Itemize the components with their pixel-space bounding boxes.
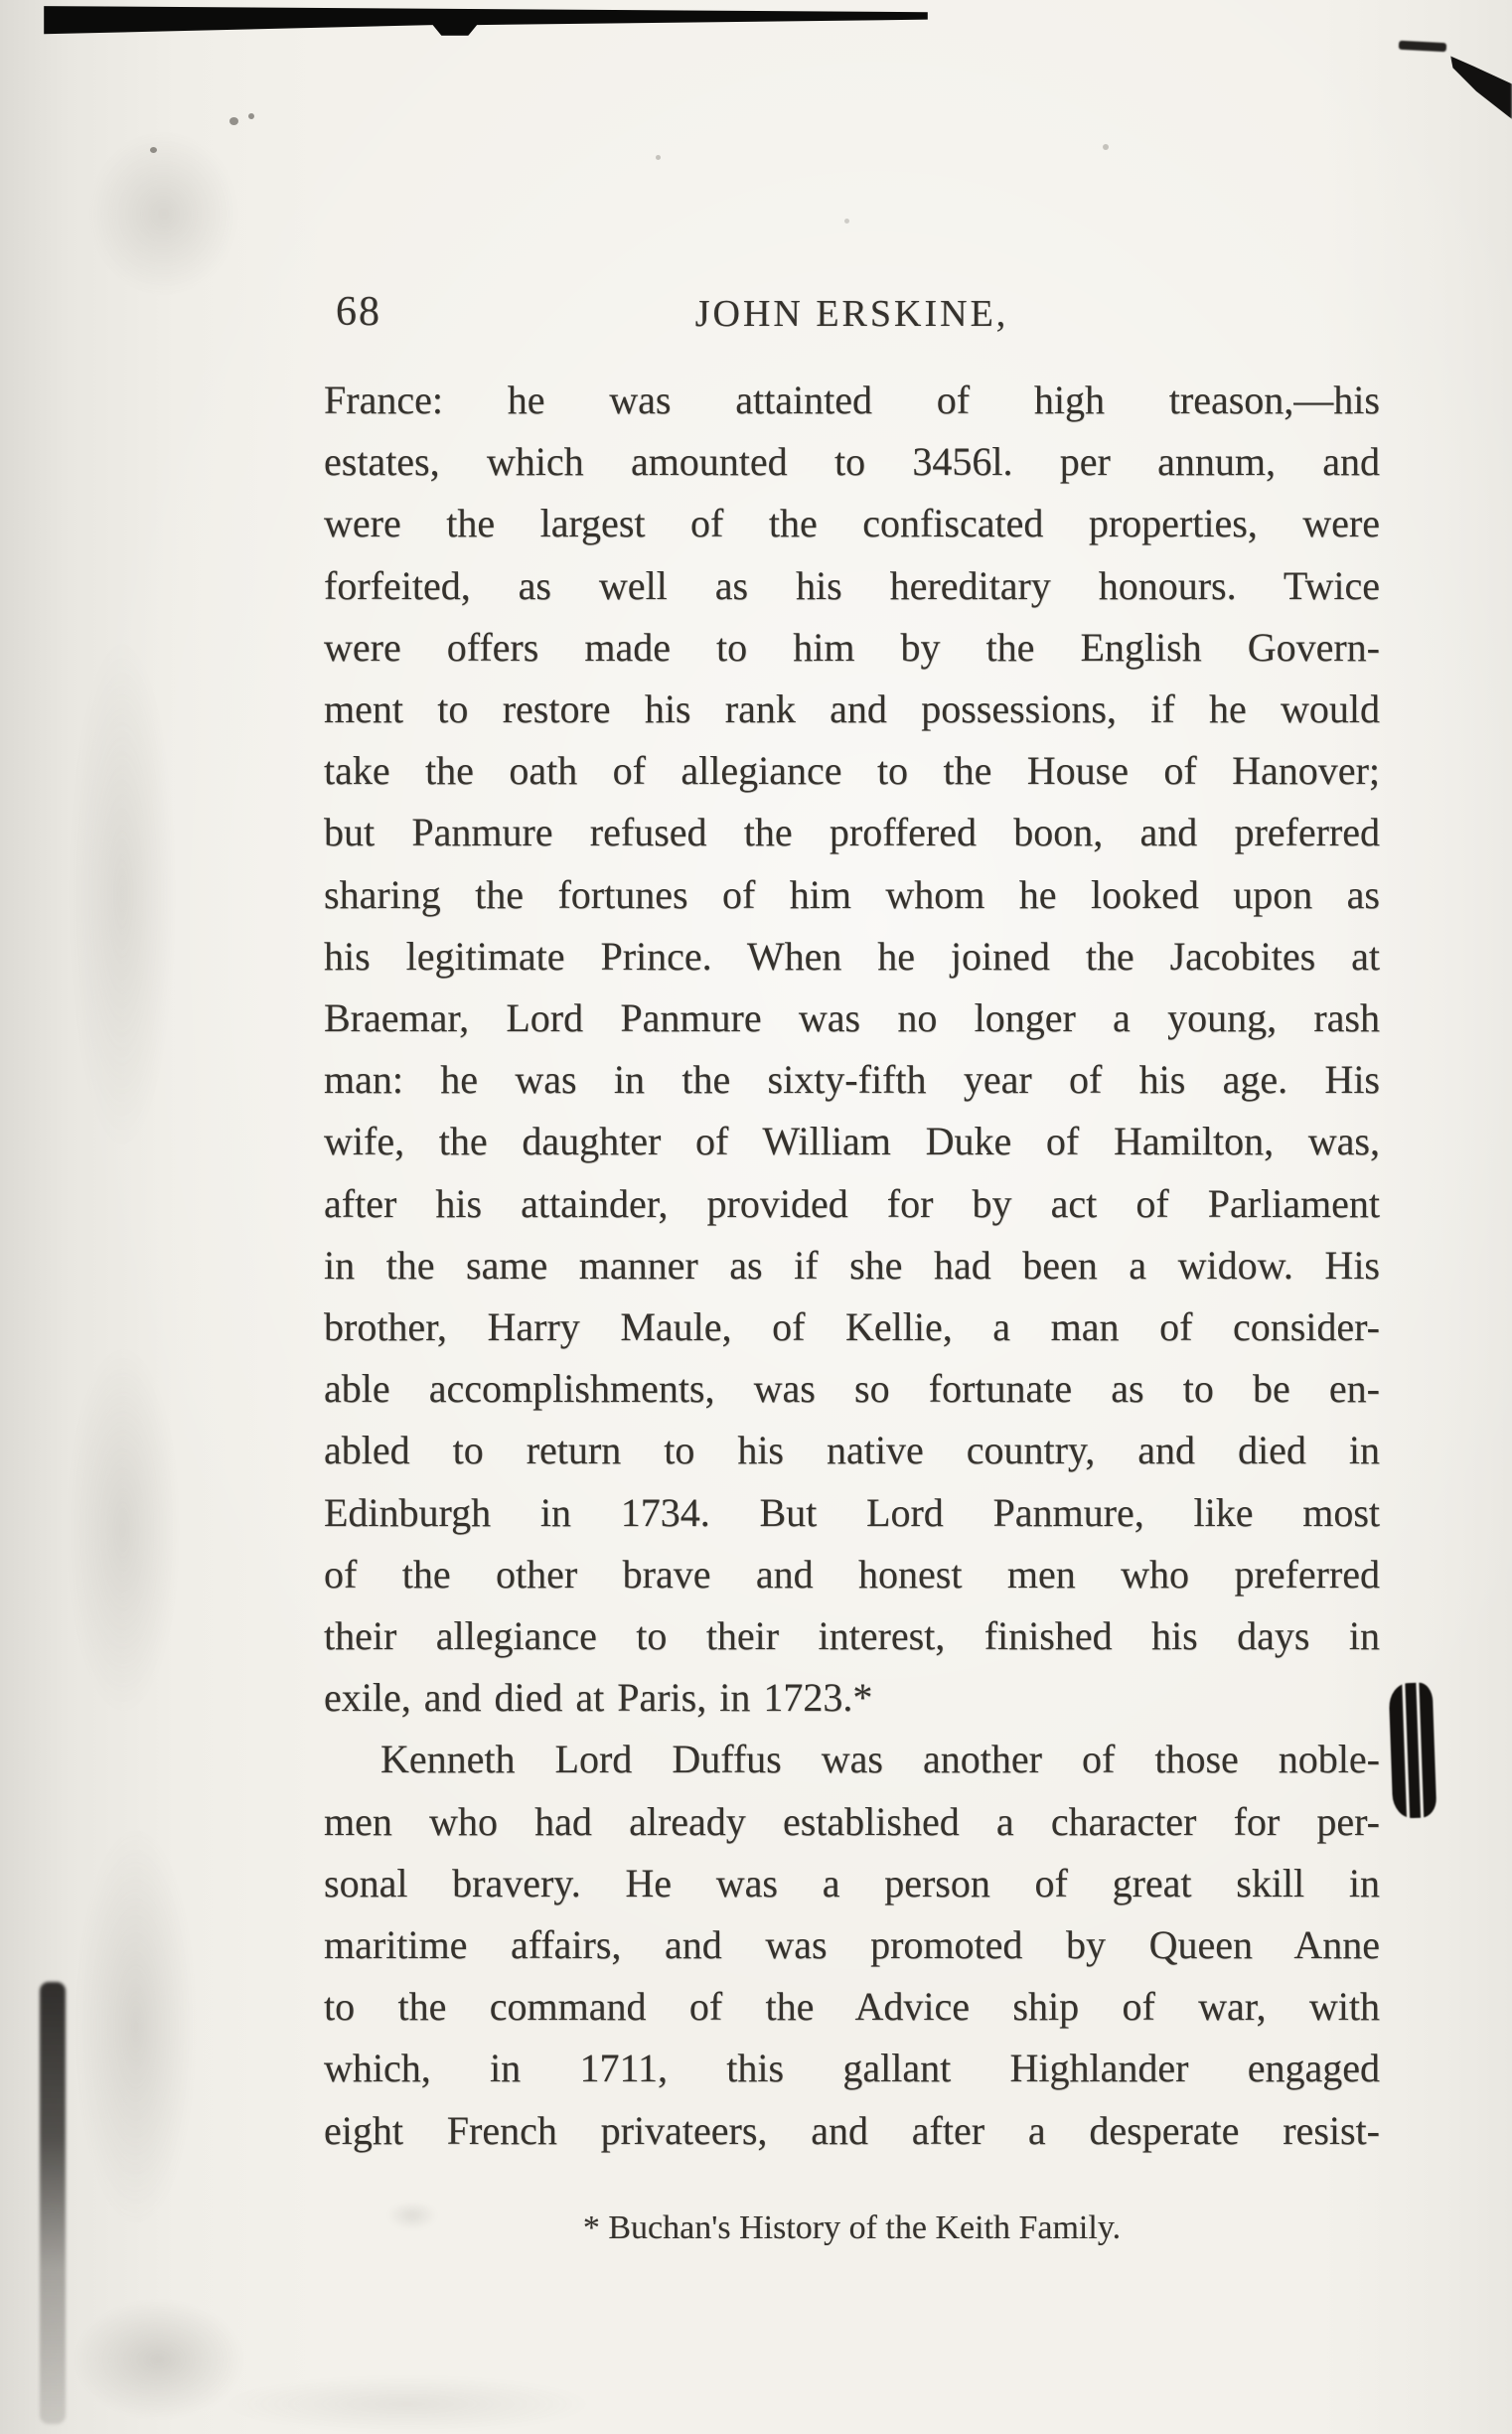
scan-artifact-top-bar [44, 2, 928, 36]
text-line: of the other brave and honest men who preferred [324, 1551, 1380, 1597]
text-line: in the same manner as if she had been a widow. His [324, 1242, 1380, 1288]
text-line: were offers made to him by the English Govern- [324, 624, 1380, 670]
text-line: France: he was attainted of high treason,—his [324, 378, 1380, 422]
text-line: which, in 1711, this gallant Highlander engaged [324, 2046, 1380, 2091]
text-line: sonal bravery. He was a person of great skill in [324, 1860, 1380, 1905]
text-line: man: he was in the sixty-fifth year of his age. His [324, 1057, 1380, 1103]
text-line: to the command of the Advice ship of war, with [324, 1984, 1380, 2030]
text-line: estates, which amounted to 3456l. per annum, and [324, 439, 1380, 485]
scan-artifact-speck [844, 219, 849, 224]
text-line: able accomplishments, was so fortunate as to be en- [324, 1366, 1380, 1412]
scan-artifact-smudge [44, 1272, 203, 1788]
scan-artifact-page-curl [1450, 46, 1512, 119]
scan-artifact-smudge [52, 1749, 221, 2305]
text-line: but Panmure refused the proffered boon, and preferred [324, 810, 1380, 855]
scan-artifact-speck [229, 117, 238, 125]
scan-artifact-speck [656, 155, 661, 160]
text-line: eight French privateers, and after a desperate resist- [324, 2107, 1380, 2153]
text-line: Edinburgh in 1734. But Lord Panmure, like most [324, 1489, 1380, 1535]
text-line: were the largest of the confiscated properties, were [324, 501, 1380, 546]
text-line: Kenneth Lord Duffus was another of those noble- [380, 1737, 1380, 1782]
text-line: abled to return to his native country, and died in [324, 1428, 1380, 1473]
text-line: forfeited, as well as his hereditary honours. Twice [324, 562, 1380, 608]
text-line: their allegiance to their interest, finished his days in [324, 1613, 1380, 1659]
text-line: brother, Harry Maule, of Kellie, a man of consider- [324, 1304, 1380, 1350]
text-line: wife, the daughter of William Duke of Hamilton, was, [324, 1119, 1380, 1164]
scan-artifact-ink-blot [1389, 1682, 1437, 1818]
scan-artifact-speck [150, 147, 157, 153]
footnote: * Buchan's History of the Keith Family. [582, 2209, 1122, 2246]
scan-artifact-smudge [48, 536, 197, 1252]
running-header: JOHN ERSKINE, [694, 293, 1009, 335]
scan-artifact-smudge [149, 2364, 666, 2434]
scan-artifact-corner-dash [1399, 41, 1446, 52]
text-line: sharing the fortunes of him whom he looked upon as [324, 871, 1380, 917]
text-line: his legitimate Prince. When he joined the Jacobites at [324, 933, 1380, 979]
body-text [324, 370, 1380, 2162]
page-number: 68 [336, 289, 381, 335]
scan-artifact-smudge [60, 99, 268, 328]
text-line: ment to restore his rank and possessions, if he would [324, 686, 1380, 732]
scan-artifact-speck [1103, 144, 1109, 150]
text-line: maritime affairs, and was promoted by Queen Anne [324, 1922, 1380, 1968]
text-line: men who had already established a character for per- [324, 1798, 1380, 1844]
text-line: take the oath of allegiance to the House of Hanover; [324, 748, 1380, 794]
text-line: Braemar, Lord Panmure was no longer a young, rash [324, 995, 1380, 1041]
text-line: exile, and died at Paris, in 1723.* [324, 1675, 873, 1721]
scan-artifact-speck [248, 113, 254, 119]
text-line: after his attainder, provided for by act of Parliament [324, 1180, 1380, 1226]
